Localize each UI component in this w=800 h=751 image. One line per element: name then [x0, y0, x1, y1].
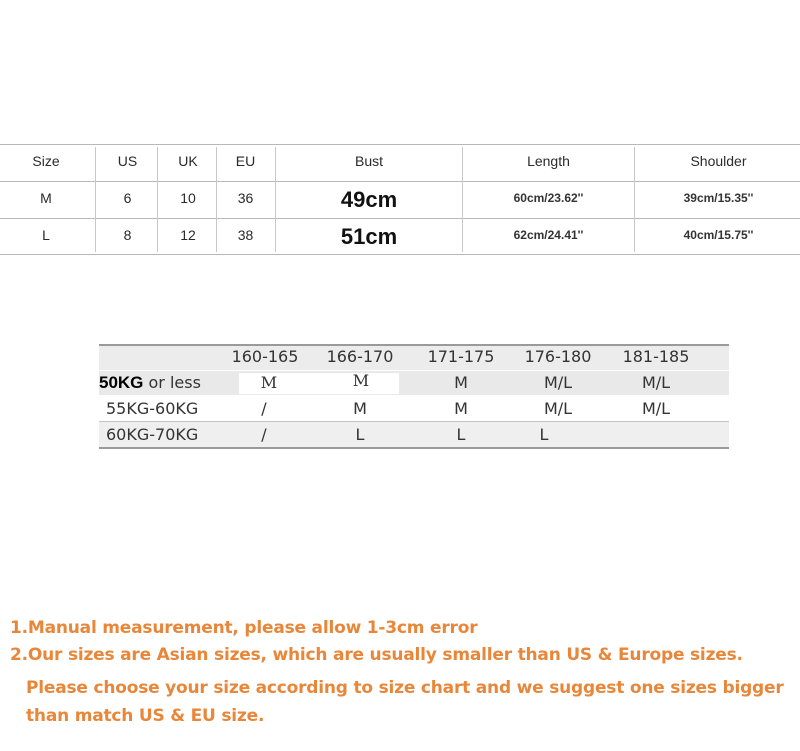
- header-eu: EU: [235, 153, 256, 169]
- header-size: Size: [32, 153, 60, 169]
- header-us: US: [117, 153, 138, 169]
- weight-label: [99, 373, 201, 393]
- table-border-bottom: [99, 447, 729, 449]
- table-header-row: [0, 144, 800, 181]
- height-header: 181-185: [622, 347, 690, 366]
- cell-shoulder: 39cm/15.35'': [683, 191, 754, 205]
- height-header: 166-170: [326, 347, 394, 366]
- weight-rest: or less: [143, 373, 201, 392]
- size-value: L: [456, 425, 466, 444]
- size-value: M/L: [543, 373, 573, 392]
- header-length: Length: [527, 153, 570, 169]
- size-value: M: [260, 373, 278, 392]
- cell-us: 6: [123, 190, 132, 206]
- size-value: M/L: [641, 373, 671, 392]
- note-line-3: Please choose your size according to size chart and we suggest one sizes bigger: [26, 678, 784, 698]
- cell-bust: 49cm: [340, 187, 398, 212]
- table-row: [0, 181, 800, 218]
- cell-eu: 36: [237, 190, 254, 206]
- height-header: 160-165: [231, 347, 299, 366]
- size-value: M: [352, 371, 370, 390]
- height-header: 171-175: [427, 347, 495, 366]
- weight-bold: 50KG: [99, 373, 144, 392]
- row-divider: [99, 421, 729, 422]
- size-value: M: [454, 399, 468, 418]
- header-bust: Bust: [354, 153, 383, 169]
- table-border-top: [99, 344, 729, 346]
- size-value: L: [539, 425, 549, 444]
- weight-height-table: [99, 344, 729, 450]
- size-value: M/L: [543, 399, 573, 418]
- cell-uk: 12: [180, 227, 196, 243]
- header-shoulder: Shoulder: [690, 153, 747, 169]
- cell-eu: 38: [237, 227, 254, 243]
- cell-size: M: [40, 190, 52, 206]
- cell-bust: 51cm: [340, 224, 398, 249]
- note-line-2: 2.Our sizes are Asian sizes, which are usually smaller than US & Europe sizes.: [10, 645, 743, 665]
- size-value: M: [454, 373, 468, 392]
- header-uk: UK: [178, 153, 198, 169]
- cell-size: L: [42, 227, 50, 243]
- weight-label: 55KG-60KG: [106, 399, 199, 418]
- cell-uk: 10: [180, 190, 196, 206]
- size-value: /: [261, 399, 267, 418]
- size-value: /: [261, 425, 267, 444]
- height-header: 176-180: [524, 347, 592, 366]
- weight-label: 60KG-70KG: [106, 425, 199, 444]
- cell-length: 60cm/23.62'': [513, 191, 584, 205]
- cell-shoulder: 40cm/15.75'': [683, 228, 754, 242]
- size-chart-table: [0, 144, 800, 255]
- table-row: [0, 218, 800, 255]
- size-value: M/L: [641, 399, 671, 418]
- size-value: M: [353, 399, 367, 418]
- size-value: L: [355, 425, 365, 444]
- cell-us: 8: [123, 227, 132, 243]
- cell-length: 62cm/24.41'': [513, 228, 584, 242]
- note-line-1: 1.Manual measurement, please allow 1-3cm error: [10, 618, 478, 638]
- note-line-4: than match US & EU size.: [26, 706, 265, 726]
